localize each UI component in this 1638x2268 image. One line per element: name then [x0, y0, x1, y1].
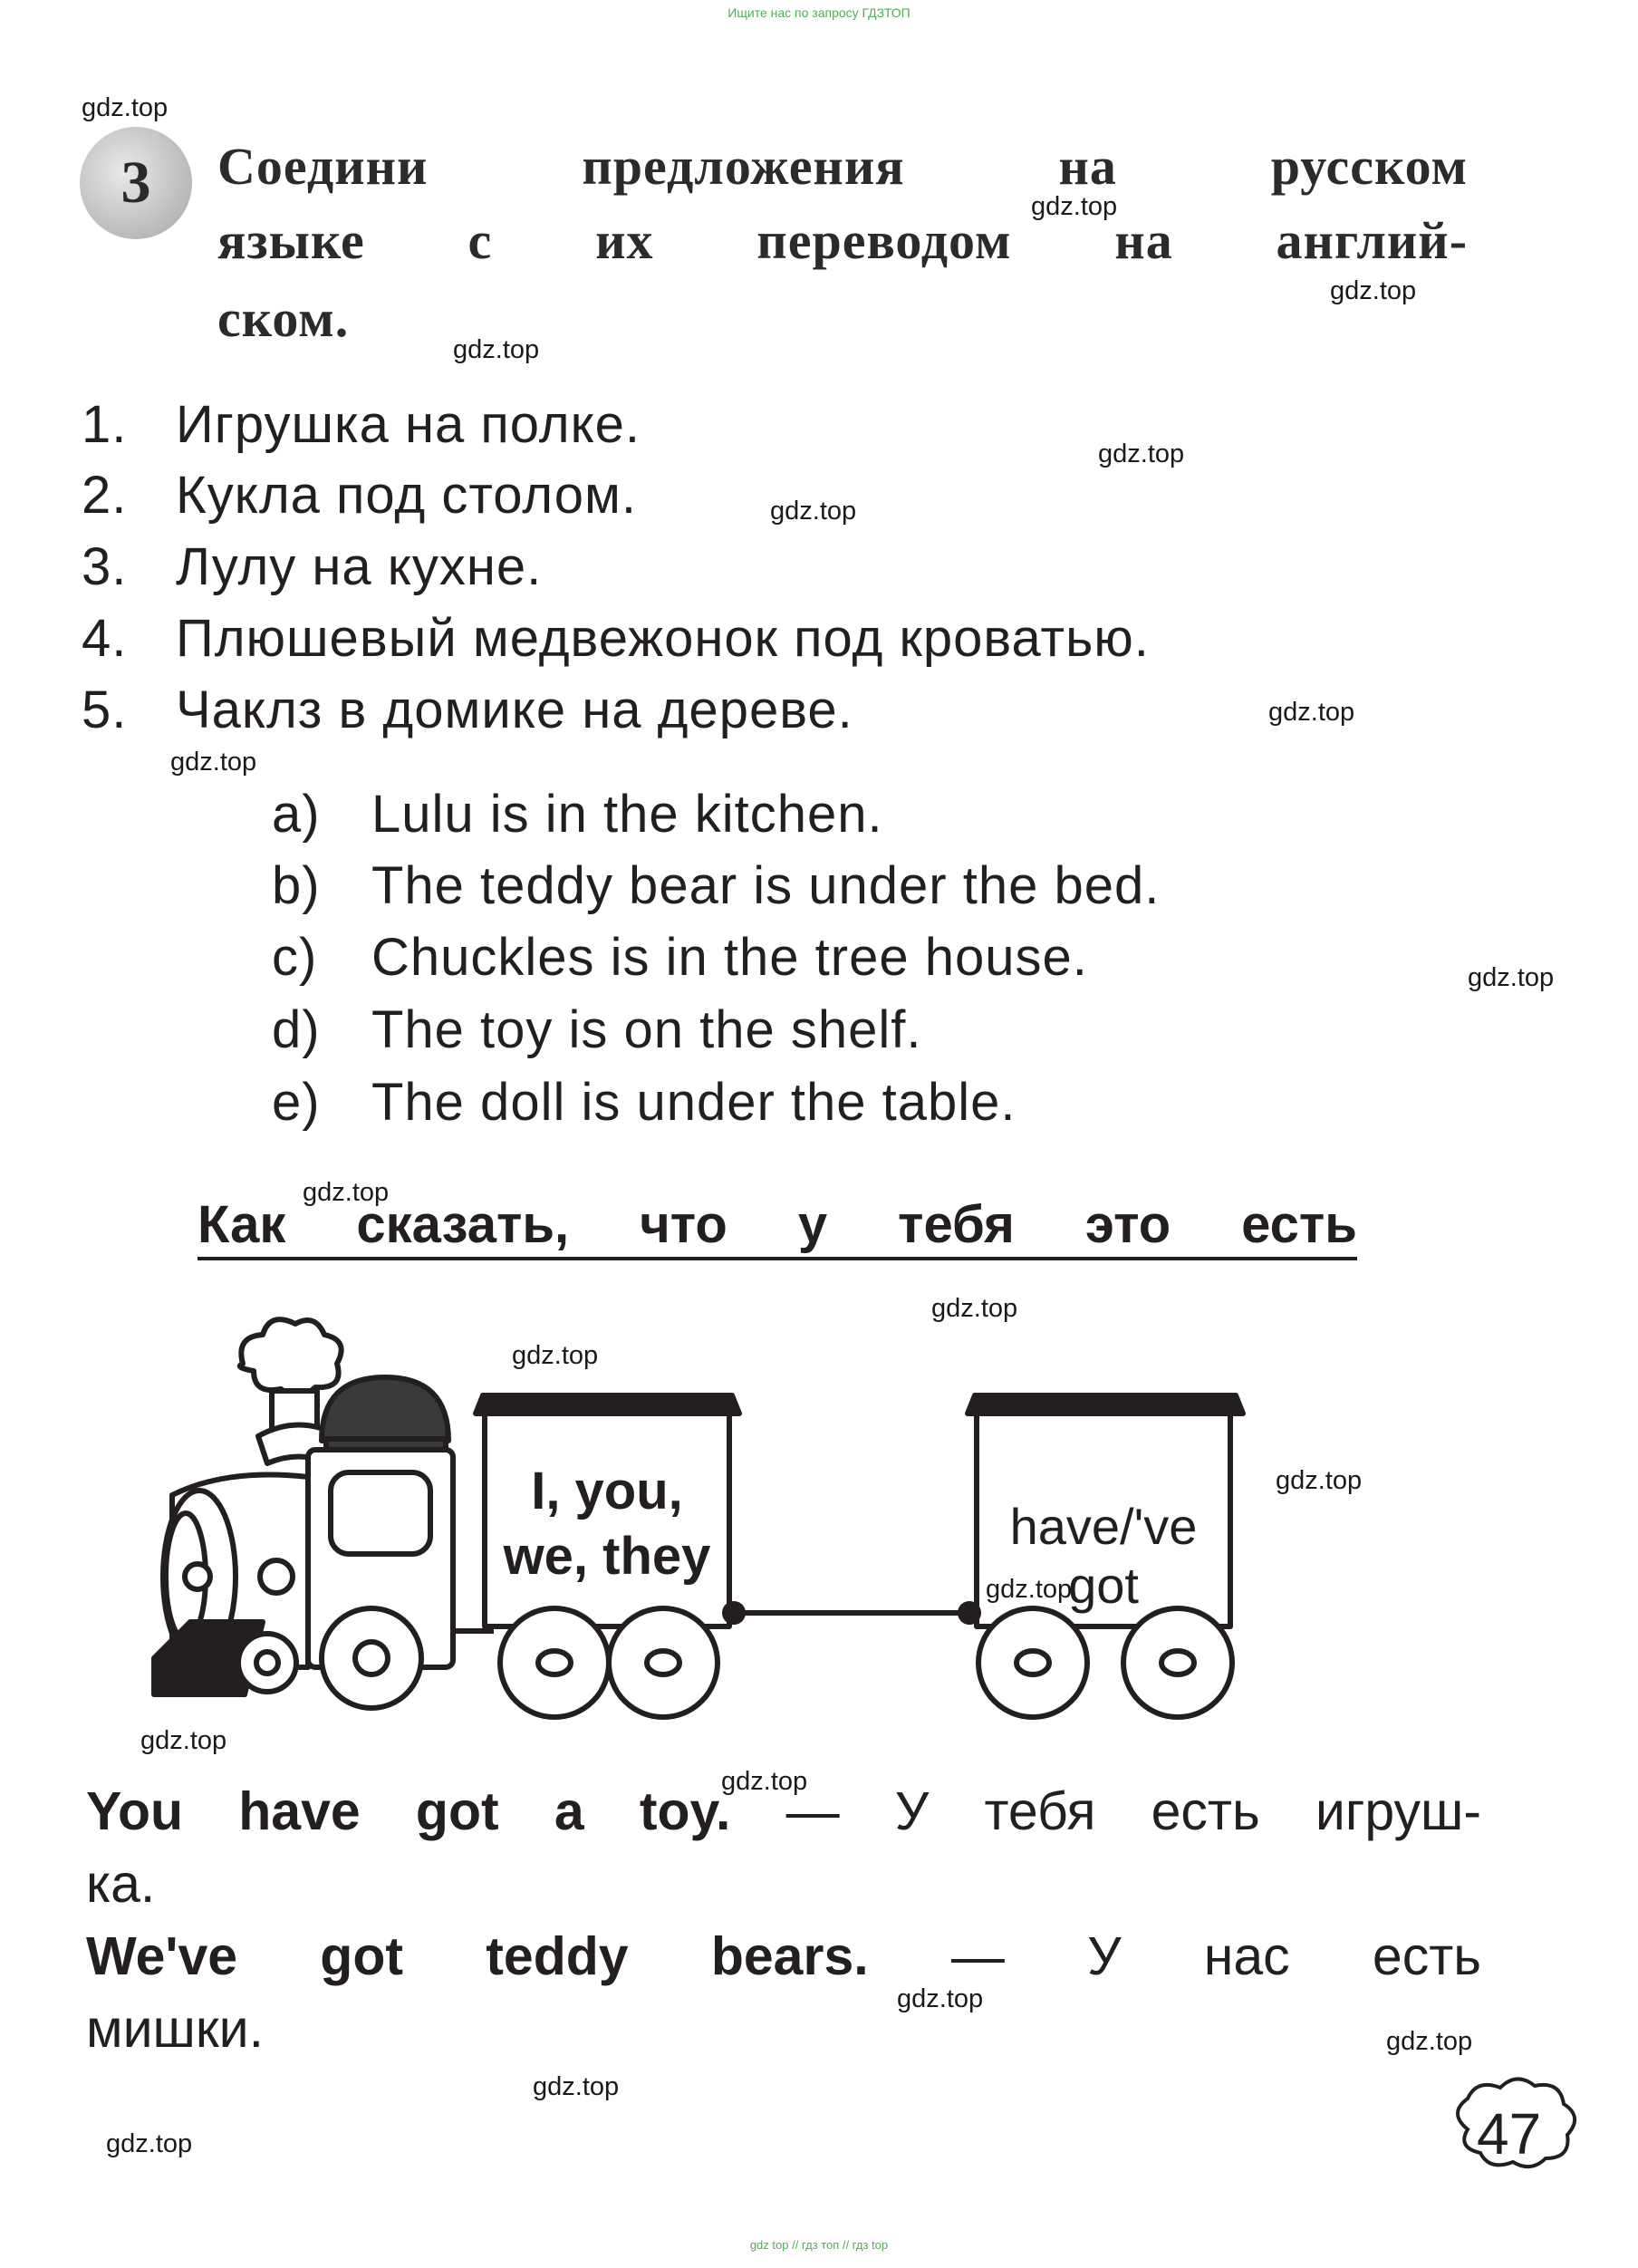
russian-sentence: 2. Кукла под столом.: [82, 466, 638, 525]
task-number-badge: 3: [80, 127, 192, 239]
section-heading: Как сказать, что у тебя это есть: [198, 1194, 1357, 1260]
loco-wheel: [238, 1634, 296, 1692]
watermark: gdz.top: [770, 497, 857, 526]
english-sentence: c) Chuckles is in the tree house.: [272, 928, 1088, 987]
loco-wheel: [260, 1560, 293, 1593]
russian-sentence: 5. Чаклз в домике на дереве.: [82, 680, 853, 739]
watermark: gdz.top: [533, 2072, 620, 2101]
watermark: gdz.top: [512, 1341, 599, 1370]
watermark: gdz.top: [140, 1726, 227, 1755]
watermark: gdz.top: [986, 1575, 1073, 1604]
task-instruction-line-1: Соедини предложения на русском: [217, 137, 1469, 196]
example-2: We've got teddy bears. — У нас есть: [86, 1926, 1481, 1986]
example-2-continued: мишки.: [86, 1999, 265, 2059]
watermark: gdz.top: [303, 1178, 390, 1207]
example-1: You have got a toy. — У тебя есть игруш-: [86, 1781, 1481, 1841]
watermark: gdz.top: [82, 93, 169, 122]
watermark: gdz.top: [170, 748, 257, 777]
watermark: gdz.top: [1098, 439, 1185, 468]
wagon-wheel: [500, 1608, 609, 1717]
russian-sentence: 1. Игрушка на полке.: [82, 395, 641, 454]
watermark: gdz.top: [1268, 698, 1355, 727]
watermark: gdz.top: [1276, 1466, 1363, 1495]
wagon-1-text: I, you, we, they: [503, 1462, 711, 1586]
header-note: Ищите нас по запросу ГДЗТОП: [727, 5, 911, 20]
loco-wheel: [322, 1608, 421, 1708]
wagon-2-text: have/'ve got: [1009, 1498, 1198, 1614]
watermark: gdz.top: [1330, 276, 1417, 305]
watermark: gdz.top: [1031, 192, 1118, 221]
cabin-dome: [322, 1377, 448, 1441]
train-illustration: [136, 1305, 1450, 1731]
footer-note: gdz top // гдз топ // гдз top: [749, 2238, 889, 2252]
russian-sentence: 3. Лулу на кухне.: [82, 537, 543, 596]
wagon-wheel: [1123, 1608, 1232, 1717]
english-sentence: d) The toy is on the shelf.: [272, 1000, 922, 1059]
watermark: gdz.top: [106, 2129, 193, 2158]
watermark: gdz.top: [1386, 2027, 1473, 2056]
watermark: gdz.top: [897, 1984, 984, 2013]
watermark: gdz.top: [721, 1767, 808, 1796]
page-number: 47: [1477, 2101, 1542, 2167]
example-1-continued: ка.: [86, 1854, 156, 1914]
wagon-wheel: [978, 1608, 1087, 1717]
task-instruction-line-2: языке с их переводом на англий-: [217, 211, 1469, 270]
russian-sentence: 4. Плюшевый медвежонок под кроватью.: [82, 609, 1150, 668]
english-sentence: e) The doll is under the table.: [272, 1073, 1017, 1132]
smoke-cloud: [240, 1319, 342, 1395]
watermark: gdz.top: [1468, 963, 1555, 992]
english-sentence: b) The teddy bear is under the bed.: [272, 856, 1161, 915]
wagon-wheel: [609, 1608, 718, 1717]
cabin-window: [331, 1472, 430, 1554]
task-instruction-line-3: ском.: [217, 289, 350, 348]
english-sentence: a) Lulu is in the kitchen.: [272, 785, 883, 844]
watermark: gdz.top: [931, 1294, 1018, 1323]
watermark: gdz.top: [453, 335, 540, 364]
